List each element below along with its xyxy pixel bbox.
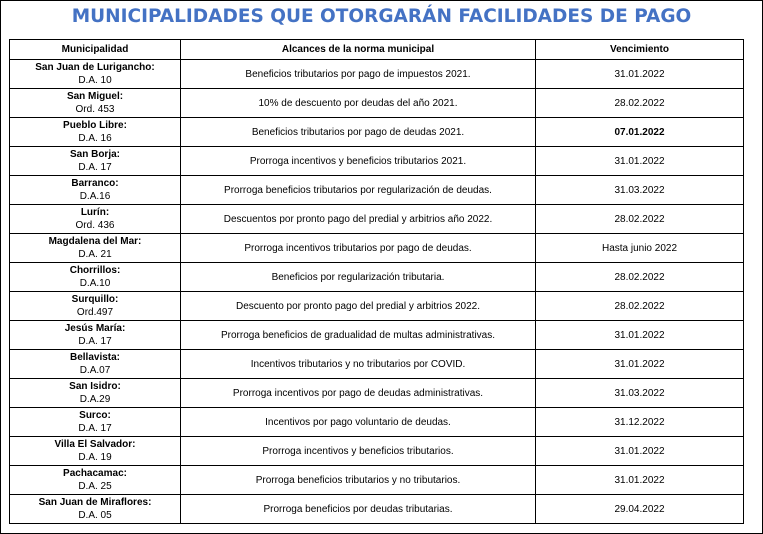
scope-cell: 10% de descuento por deudas del año 2021. bbox=[181, 89, 536, 118]
table-row bbox=[10, 408, 744, 437]
municipality-cell bbox=[10, 437, 181, 466]
scope-cell: Incentivos por pago voluntario de deudas. bbox=[181, 408, 536, 437]
municipality-norm-code: D.A. 16 bbox=[78, 133, 112, 144]
due-date-cell: 28.02.2022 bbox=[536, 205, 744, 234]
municipality-cell bbox=[10, 379, 181, 408]
municipality-cell bbox=[10, 408, 181, 437]
municipality-name: San Juan de Lurigancho: bbox=[35, 62, 155, 73]
due-date-cell: Hasta junio 2022 bbox=[536, 234, 744, 263]
scope-cell: Prorroga beneficios por deudas tributarias. bbox=[181, 495, 536, 524]
scope-cell: Prorroga beneficios de gradualidad de multas administrativas. bbox=[181, 321, 536, 350]
scope-cell: Prorroga incentivos tributarios por pago de deudas. bbox=[181, 234, 536, 263]
municipality-name: Chorrillos: bbox=[69, 265, 121, 276]
municipality-name: Barranco: bbox=[71, 178, 119, 189]
scope-cell: Incentivos tributarios y no tributarios por COVID. bbox=[181, 350, 536, 379]
due-date-cell: 31.01.2022 bbox=[536, 321, 744, 350]
municipality-norm-code: D.A.07 bbox=[79, 365, 111, 376]
municipality-norm-code: D.A. 05 bbox=[78, 510, 112, 521]
due-date-cell: 31.01.2022 bbox=[536, 350, 744, 379]
due-date-cell: 31.01.2022 bbox=[536, 147, 744, 176]
table-row bbox=[10, 292, 744, 321]
municipalities-table bbox=[9, 39, 744, 524]
header-municipalidad: Municipalidad bbox=[10, 40, 181, 60]
municipality-cell bbox=[10, 205, 181, 234]
scope-cell: Beneficios tributarios por pago de deudas 2021. bbox=[181, 118, 536, 147]
municipality-name: Surco: bbox=[79, 410, 111, 421]
table-row bbox=[10, 234, 744, 263]
municipality-name: San Isidro: bbox=[69, 381, 121, 392]
municipality-name: San Juan de Miraflores: bbox=[38, 497, 152, 508]
scope-cell: Descuentos por pronto pago del predial y arbitrios año 2022. bbox=[181, 205, 536, 234]
table-body bbox=[10, 60, 744, 524]
scope-cell: Prorroga incentivos y beneficios tributarios 2021. bbox=[181, 147, 536, 176]
municipality-cell bbox=[10, 176, 181, 205]
municipality-name: Pueblo Libre: bbox=[63, 120, 127, 131]
scope-cell: Prorroga beneficios tributarios y no tributarios. bbox=[181, 466, 536, 495]
municipality-name: San Miguel: bbox=[66, 91, 124, 102]
scope-cell: Prorroga incentivos por pago de deudas administrativas. bbox=[181, 379, 536, 408]
table-row bbox=[10, 437, 744, 466]
due-date-cell: 31.01.2022 bbox=[536, 60, 744, 89]
municipality-norm-code: D.A. 21 bbox=[78, 249, 112, 260]
municipality-cell bbox=[10, 147, 181, 176]
due-date-cell: 31.03.2022 bbox=[536, 176, 744, 205]
municipality-name: Jesús María: bbox=[64, 323, 126, 334]
municipality-norm-code: D.A. 17 bbox=[78, 423, 112, 434]
municipality-norm-code: Ord. 453 bbox=[75, 104, 115, 115]
municipality-norm-code: D.A. 17 bbox=[78, 336, 112, 347]
due-date-cell: 28.02.2022 bbox=[536, 292, 744, 321]
due-date-cell: 31.12.2022 bbox=[536, 408, 744, 437]
due-date-cell: 28.02.2022 bbox=[536, 263, 744, 292]
table-row bbox=[10, 205, 744, 234]
due-date-cell: 31.01.2022 bbox=[536, 437, 744, 466]
table-row bbox=[10, 118, 744, 147]
municipality-norm-code: D.A.10 bbox=[79, 278, 111, 289]
municipality-norm-code: D.A. 10 bbox=[78, 75, 112, 86]
municipality-name: Magdalena del Mar: bbox=[48, 236, 142, 247]
table-row bbox=[10, 379, 744, 408]
due-date-cell: 31.01.2022 bbox=[536, 466, 744, 495]
municipality-norm-code: D.A.16 bbox=[79, 191, 111, 202]
scope-cell: Prorroga beneficios tributarios por regularización de deudas. bbox=[181, 176, 536, 205]
municipality-norm-code: Ord.497 bbox=[76, 307, 114, 318]
municipality-norm-code: D.A. 25 bbox=[78, 481, 112, 492]
scope-cell: Descuento por pronto pago del predial y arbitrios 2022. bbox=[181, 292, 536, 321]
scope-cell: Prorroga incentivos y beneficios tributarios. bbox=[181, 437, 536, 466]
municipality-norm-code: D.A. 19 bbox=[78, 452, 112, 463]
municipality-cell bbox=[10, 466, 181, 495]
municipality-name: Lurín: bbox=[80, 207, 110, 218]
table-row bbox=[10, 60, 744, 89]
municipality-name: Pachacamac: bbox=[63, 468, 127, 479]
table-row bbox=[10, 321, 744, 350]
page-title: MUNICIPALIDADES QUE OTORGARÁN FACILIDADES DE PAGO bbox=[71, 6, 692, 27]
municipality-name: Bellavista: bbox=[69, 352, 121, 363]
table-row bbox=[10, 350, 744, 379]
table-row bbox=[10, 466, 744, 495]
municipality-name: Villa El Salvador: bbox=[54, 439, 136, 450]
municipality-norm-code: Ord. 436 bbox=[75, 220, 115, 231]
municipality-cell bbox=[10, 89, 181, 118]
table-row bbox=[10, 495, 744, 524]
municipality-cell bbox=[10, 118, 181, 147]
municipality-cell bbox=[10, 292, 181, 321]
table-row bbox=[10, 147, 744, 176]
due-date-cell: 07.01.2022 bbox=[536, 118, 744, 147]
table-row bbox=[10, 263, 744, 292]
table-header-row bbox=[10, 40, 744, 60]
due-date-cell: 31.03.2022 bbox=[536, 379, 744, 408]
table-row bbox=[10, 89, 744, 118]
municipality-cell bbox=[10, 234, 181, 263]
municipality-cell bbox=[10, 350, 181, 379]
due-date-cell: 29.04.2022 bbox=[536, 495, 744, 524]
municipality-name: Surquillo: bbox=[71, 294, 119, 305]
header-alcances: Alcances de la norma municipal bbox=[181, 40, 536, 60]
scope-cell: Beneficios por regularización tributaria. bbox=[181, 263, 536, 292]
municipality-norm-code: D.A. 17 bbox=[78, 162, 112, 173]
table-row bbox=[10, 176, 744, 205]
municipality-cell bbox=[10, 495, 181, 524]
municipality-norm-code: D.A.29 bbox=[79, 394, 111, 405]
municipality-cell bbox=[10, 263, 181, 292]
header-vencimiento: Vencimiento bbox=[536, 40, 744, 60]
municipality-cell bbox=[10, 60, 181, 89]
municipality-cell bbox=[10, 321, 181, 350]
due-date-cell: 28.02.2022 bbox=[536, 89, 744, 118]
scope-cell: Beneficios tributarios por pago de impuestos 2021. bbox=[181, 60, 536, 89]
municipality-name: San Borja: bbox=[69, 149, 120, 160]
